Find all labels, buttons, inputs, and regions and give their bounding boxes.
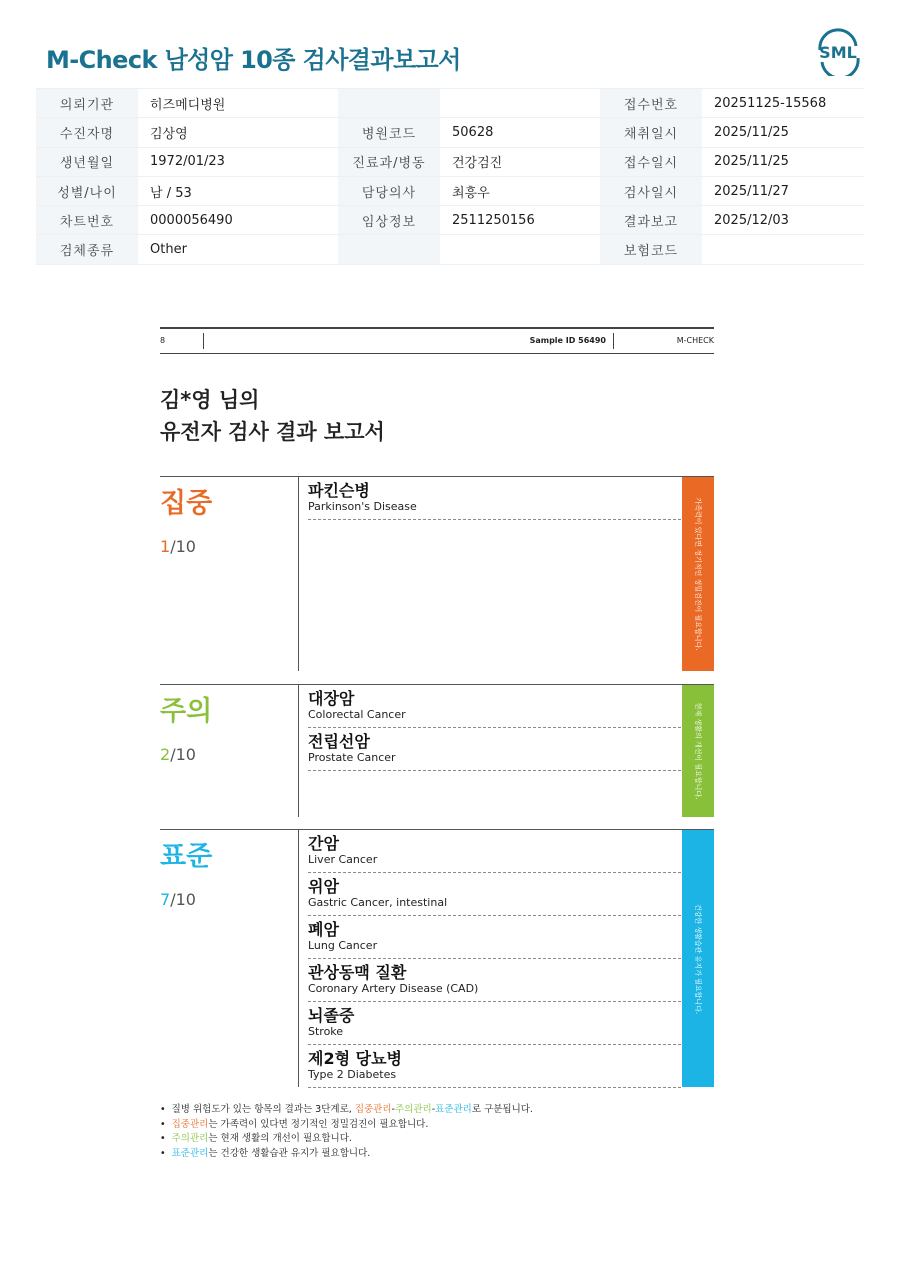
side-bar-text: 가족력이 있다면 정기적인 정밀검진이 필요합니다. — [694, 497, 702, 651]
info-label: 결과보고 — [600, 206, 702, 235]
report-header-bar — [160, 327, 714, 354]
disease-name-en: Coronary Artery Disease (CAD) — [308, 982, 479, 995]
info-label: 임상정보 — [338, 206, 440, 235]
note-text: 주의관리 — [394, 1104, 432, 1115]
note-text: 집중관리 — [354, 1104, 392, 1115]
disease-name-en: Colorectal Cancer — [308, 708, 406, 721]
info-label: 담당의사 — [338, 176, 440, 205]
sml-logo — [812, 28, 864, 76]
disease-name-en: Stroke — [308, 1025, 344, 1038]
info-value: 2025/11/25 — [702, 118, 864, 147]
disease-name-en: Gastric Cancer, intestinal — [308, 896, 448, 909]
info-value — [440, 235, 600, 264]
list-item — [308, 830, 681, 873]
info-label — [338, 89, 440, 118]
disease-name-ko: 간암 — [308, 834, 339, 853]
count-total: /10 — [170, 745, 196, 764]
notes-list — [160, 1103, 533, 1162]
info-row — [36, 206, 864, 235]
disease-name-ko: 제2형 당뇨병 — [308, 1049, 402, 1068]
note-text: 는 건강한 생활습관 유지가 필요합니다. — [208, 1148, 371, 1160]
info-row — [36, 147, 864, 176]
report-title — [160, 384, 714, 448]
group-side-bar — [682, 685, 714, 817]
note-text: 질병 위험도가 있는 항목의 결과는 3단계로, — [171, 1104, 355, 1115]
info-label: 접수일시 — [600, 147, 702, 176]
report-page — [160, 327, 714, 1081]
info-value: 최흥우 — [440, 176, 600, 205]
note-text: - — [391, 1104, 395, 1115]
disease-name-en: Parkinson's Disease — [308, 500, 417, 513]
note-item — [160, 1147, 533, 1162]
count-value: 7 — [160, 890, 171, 909]
info-value: 0000056490 — [138, 206, 338, 235]
info-value: 히즈메디병원 — [138, 89, 338, 118]
count-total: /10 — [170, 890, 196, 909]
group-header — [160, 685, 299, 817]
side-bar-text: 현재 생활의 개선이 필요합니다. — [694, 702, 702, 800]
info-value — [440, 89, 600, 118]
count-value: 1 — [160, 537, 171, 556]
note-text: 는 가족력이 있다면 정기적인 정밀검진이 필요합니다. — [208, 1118, 429, 1130]
info-label: 병원코드 — [338, 118, 440, 147]
brand-label: M-CHECK — [676, 336, 714, 345]
logo-text: SML — [819, 43, 857, 62]
info-label: 검체종류 — [36, 235, 138, 264]
group-name: 집중 — [160, 488, 213, 519]
info-row — [36, 118, 864, 147]
info-value: 1972/01/23 — [138, 147, 338, 176]
note-item — [160, 1132, 533, 1147]
note-text: 표준관리 — [435, 1104, 472, 1115]
report-title-line1: 김*영 님의 — [160, 388, 260, 412]
info-label: 검사일시 — [600, 176, 702, 205]
risk-group-1 — [160, 684, 714, 817]
group-name: 주의 — [160, 696, 213, 727]
info-value — [702, 235, 864, 264]
info-row — [36, 89, 864, 118]
count-total: /10 — [170, 537, 196, 556]
header-divider — [613, 333, 614, 349]
info-value: 2025/12/03 — [702, 206, 864, 235]
info-value: 2511250156 — [440, 206, 600, 235]
note-text: 로 구분됩니다. — [471, 1104, 533, 1115]
info-value: 남 / 53 — [138, 176, 338, 205]
info-label: 생년월일 — [36, 147, 138, 176]
disease-name-en: Liver Cancer — [308, 853, 378, 866]
info-value: 김상영 — [138, 118, 338, 147]
group-header — [160, 477, 299, 671]
count-value: 2 — [160, 745, 171, 764]
info-value: 건강검진 — [440, 147, 600, 176]
risk-group-0 — [160, 476, 714, 671]
info-row — [36, 235, 864, 264]
info-label: 차트번호 — [36, 206, 138, 235]
group-count — [160, 537, 196, 556]
disease-name-ko: 뇌졸중 — [308, 1006, 355, 1025]
side-bar-text: 건강한 생활습관 유지가 필요합니다. — [694, 903, 702, 1014]
disease-name-ko: 관상동맥 질환 — [308, 963, 407, 982]
page-title: M-Check 남성암 10종 검사결과보고서 — [46, 46, 461, 74]
disease-name-en: Type 2 Diabetes — [308, 1068, 397, 1081]
group-count — [160, 890, 196, 909]
disease-list — [308, 830, 681, 1088]
info-label: 보험코드 — [600, 235, 702, 264]
note-text: 주의관리 — [171, 1133, 209, 1145]
sample-id: Sample ID 56490 — [529, 336, 606, 345]
list-item — [308, 916, 681, 959]
info-value: 20251125-15568 — [702, 89, 864, 118]
note-text: 표준관리 — [171, 1148, 209, 1160]
list-item — [308, 1045, 681, 1088]
info-value: Other — [138, 235, 338, 264]
info-row — [36, 176, 864, 205]
disease-name-ko: 대장암 — [308, 689, 355, 708]
group-count — [160, 745, 196, 764]
info-label: 진료과/병동 — [338, 147, 440, 176]
list-item — [308, 959, 681, 1002]
disease-name-en: Prostate Cancer — [308, 751, 396, 764]
info-value: 2025/11/27 — [702, 176, 864, 205]
info-label — [338, 235, 440, 264]
disease-list — [308, 685, 681, 771]
note-text: - — [431, 1104, 436, 1115]
patient-info-table — [36, 88, 864, 265]
note-text: 는 현재 생활의 개선이 필요합니다. — [208, 1133, 352, 1145]
group-header — [160, 830, 299, 1087]
disease-name-en: Lung Cancer — [308, 939, 378, 952]
list-item — [308, 477, 681, 520]
page-number: 8 — [160, 336, 166, 345]
disease-name-ko: 위암 — [308, 877, 339, 896]
info-label: 접수번호 — [600, 89, 702, 118]
header-divider — [203, 333, 204, 349]
info-label: 성별/나이 — [36, 176, 138, 205]
risk-group-2 — [160, 829, 714, 1087]
info-value: 50628 — [440, 118, 600, 147]
report-title-line2: 유전자 검사 결과 보고서 — [160, 420, 385, 444]
note-item — [160, 1118, 533, 1133]
list-item — [308, 1002, 681, 1045]
note-text: 집중관리 — [171, 1118, 209, 1130]
disease-list — [308, 477, 681, 520]
list-item — [308, 873, 681, 916]
list-item — [308, 728, 681, 771]
list-item — [308, 685, 681, 728]
note-item — [160, 1103, 533, 1118]
info-label: 채취일시 — [600, 118, 702, 147]
info-label: 수진자명 — [36, 118, 138, 147]
info-label: 의뢰기관 — [36, 89, 138, 118]
disease-name-ko: 파킨슨병 — [308, 481, 370, 500]
disease-name-ko: 전립선암 — [308, 732, 370, 751]
group-name: 표준 — [160, 841, 213, 872]
info-value: 2025/11/25 — [702, 147, 864, 176]
group-side-bar — [682, 830, 714, 1087]
disease-name-ko: 폐암 — [308, 920, 339, 939]
group-side-bar — [682, 477, 714, 671]
